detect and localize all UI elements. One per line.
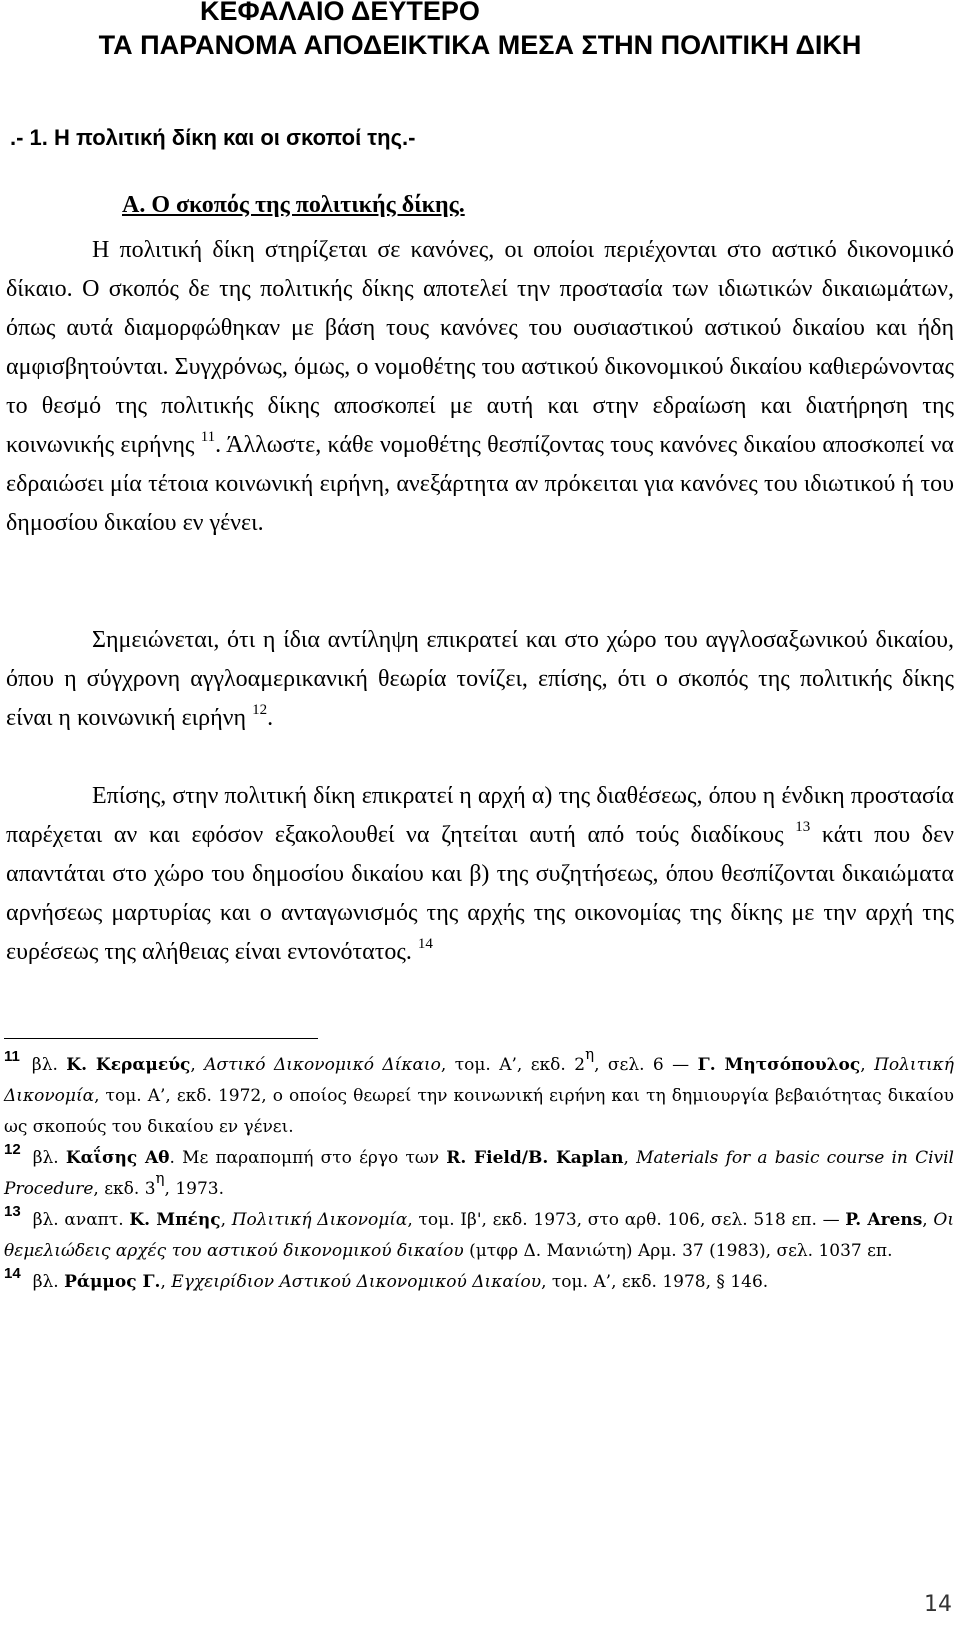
paragraph-1-text-a: Η πολιτική δίκη στηρίζεται σε κανόνες, οι οποίοι περιέχονται στο αστικό δικονομικό δίκαιο. Ο σκοπός δε της πολιτικής δίκης αποτελεί την προστασία των ιδιωτικών δικαιωμάτων, όπως αυτά διαμορφώθηκαν με βάση τους κανόνες του ουσιαστικού αστικού δικαίου και ήδη αμφισβητούνται. Συγχρόνως, όμως, ο νομοθέτης του αστικού δικονομικού δικαίου καθιερώνοντας το θεσμό της πολιτικής δίκης αποσκοπεί με αυτή και στην εδραίωση και διατήρηση της κοινωνικής ειρήνης (6, 237, 954, 458)
footnote-ref-11[interactable]: 11 (200, 429, 216, 445)
footnote-ref-13[interactable]: 13 (795, 819, 811, 835)
paragraph-3-text-a: Επίσης, στην πολιτική δίκη επικρατεί η αρχή α) της διαθέσεως, όπου η ένδικη προστασία παρέχεται αν και εφόσον εξακολουθεί να ζητείται αυτή από τούς διαδίκους (6, 783, 954, 848)
footnote-work-title: Πολιτική Δικονομία (4, 1055, 954, 1106)
footnote-text: (μτφρ Δ. Μανιώτη) Αρμ. 37 (1983), σελ. 1037 επ. (463, 1241, 893, 1261)
footnote-author: Γ. Μητσόπουλος (697, 1055, 861, 1075)
paragraph-2 (6, 621, 954, 738)
footnote-text: , (860, 1055, 875, 1075)
paragraph-3 (6, 777, 954, 972)
paragraph-3-text-b: κάτι που δεν απαντάται στο χώρο του δημοσίου δικαίου και β) της συζητήσεως, όπου θεσπίζονται δικαιώματα αρνήσεως μαρτυρίας και ο ανταγωνισμός της αρχής της οικονομίας της δίκης με την αρχή της ευρέσεως της αλήθειας είναι εντονότατος. (6, 822, 955, 965)
footnote-number: 12 (4, 1141, 21, 1158)
footnote-text: , τομ. Α’, εκδ. 2 (440, 1055, 586, 1075)
footnote-13 (4, 1205, 954, 1267)
footnote-14 (4, 1267, 954, 1298)
footnote-text: , 1973. (164, 1179, 224, 1199)
footnote-author: P. Arens (845, 1210, 923, 1230)
footnote-text: , εκδ. 3 (93, 1179, 156, 1199)
footnote-text: . Με παραπομπή στο έργο των (169, 1148, 447, 1168)
footnote-text: , τομ. Ιβ', εκδ. 1973, στο αρθ. 106, σελ. 518 επ. — (407, 1210, 846, 1230)
footnote-separator (4, 1038, 318, 1039)
page-number: 14 (924, 1592, 952, 1617)
paragraph-1 (6, 231, 954, 543)
footnote-number: 14 (4, 1265, 21, 1282)
footnote-text: , (623, 1148, 637, 1168)
footnote-text: βλ. (31, 1055, 67, 1075)
footnote-11 (4, 1045, 954, 1143)
footnote-author: Κ. Κεραμεύς (66, 1055, 191, 1075)
paragraph-2-text-a: Σημειώνεται, ότι η ίδια αντίληψη επικρατεί και στο χώρο του αγγλοσαξωνικού δικαίου, όπου η σύγχρονη αγγλοαμερικανική θεωρία τονίζει, επίσης, ότι ο σκοπός της πολιτικής δίκης είναι η κοινωνική ειρήνη (6, 627, 954, 731)
footnote-superscript: η (155, 1169, 165, 1187)
footnote-work-title: Πολιτική Δικονομία (231, 1210, 408, 1230)
footnote-12 (4, 1143, 954, 1205)
footnote-text: βλ. (32, 1272, 65, 1292)
footnote-work-title: Αστικό Δικονομικό Δίκαιο (204, 1055, 441, 1075)
chapter-title: ΤΑ ΠΑΡΑΝΟΜΑ ΑΠΟΔΕΙΚΤΙΚΑ ΜΕΣΑ ΣΤΗΝ ΠΟΛΙΤΙΚΗ ΔΙΚΗ (98, 30, 862, 60)
footnote-number: 11 (4, 1048, 20, 1065)
footnote-author: R. Field/B. Kaplan (446, 1148, 624, 1168)
footnote-number: 13 (4, 1203, 21, 1220)
footnote-ref-14[interactable]: 14 (417, 936, 433, 952)
chapter-label: ΚΕΦΑΛΑΙΟ ΔΕΥΤΕΡΟ (200, 0, 480, 26)
subsection-heading: Α. Ο σκοπός της πολιτικής δίκης. (122, 192, 465, 218)
footnote-ref-12[interactable]: 12 (252, 702, 268, 718)
footnote-work-title: Εγχειρίδιον Αστικού Δικονομικού Δικαίου (171, 1272, 542, 1292)
footnote-text: , τομ. Α’, εκδ. 1972, ο οποίος θεωρεί την κοινωνική ειρήνη και τη δημιουργία βεβαιότητας δικαίου ως σκοπούς του δικαίου εν γένει. (4, 1086, 954, 1137)
footnote-superscript: η (585, 1045, 595, 1063)
section-heading: .- 1. Η πολιτική δίκη και οι σκοποί της.- (10, 125, 416, 150)
footnotes (4, 1045, 954, 1298)
paragraph-1-text-b: . Άλλωστε, κάθε νομοθέτης θεσπίζοντας τους κανόνες δικαίου αποσκοπεί να εδραιώσει μία τέτοια κοινωνική ειρήνη, ανεξάρτητα αν πρόκειται για κανόνες του ιδιωτικού ή του δημοσίου δικαίου εν γένει. (6, 432, 954, 536)
footnote-text: βλ. αναπτ. (32, 1210, 130, 1230)
footnote-work-title: Οι θεμελιώδεις αρχές του αστικού δικονομικού δικαίου (4, 1210, 954, 1261)
paragraph-2-text-b: . (267, 705, 274, 731)
footnote-text: , σελ. 6 — (594, 1055, 698, 1075)
footnote-text: , τομ. Α’, εκδ. 1978, § 146. (541, 1272, 769, 1292)
footnote-text: , (922, 1210, 934, 1230)
footnote-author: Κ. Μπέης (129, 1210, 221, 1230)
footnote-author: Ράμμος Γ. (64, 1272, 161, 1292)
footnote-author: Καΐσης Αθ (65, 1148, 170, 1168)
footnote-text: βλ. (32, 1148, 66, 1168)
footnote-work-title: Materials for a basic course in Civil Procedure (4, 1148, 954, 1199)
footnote-text: , (190, 1055, 205, 1075)
footnote-text: , (220, 1210, 232, 1230)
footnote-text: , (160, 1272, 172, 1292)
